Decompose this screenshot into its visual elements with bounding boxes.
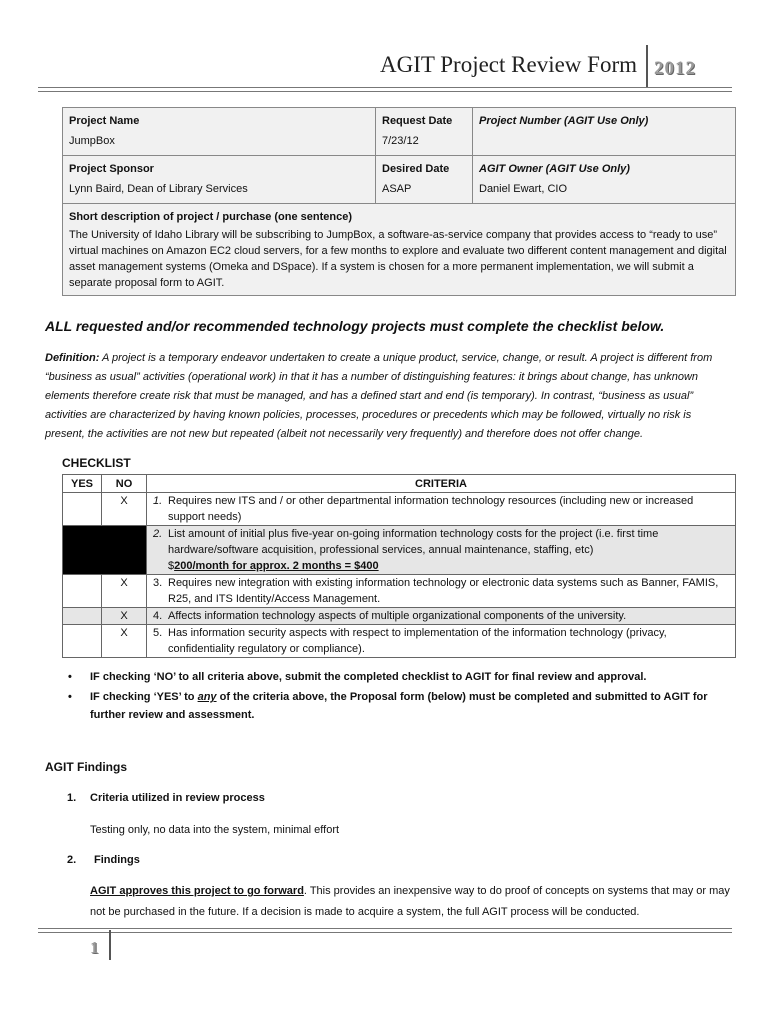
yes-cell[interactable] <box>63 575 102 608</box>
table-row <box>63 526 736 575</box>
project-name-label: Project Name <box>69 115 140 127</box>
form-year: 2012 <box>654 58 696 79</box>
short-description-cell <box>63 204 736 296</box>
project-number-label: Project Number (AGIT Use Only) <box>479 115 649 127</box>
item-1-number: 1. <box>67 792 77 804</box>
criteria-number: 2. <box>153 528 163 540</box>
desired-date-value: ASAP <box>382 183 412 195</box>
table-row <box>63 575 736 608</box>
criteria-cell <box>147 493 736 526</box>
desired-date-cell <box>376 156 473 204</box>
sponsor-label: Project Sponsor <box>69 163 154 175</box>
criteria-number: 3. <box>153 577 163 589</box>
header-rule <box>38 87 732 92</box>
instruction-no: IF checking ‘NO’ to all criteria above, submit the completed checklist to AGIT for final review and approval. <box>90 671 647 683</box>
table-row <box>63 608 736 625</box>
instruction-yes-post: of the criteria above, the Proposal form (below) must be completed and submitted to AGIT for further review and assessment. <box>90 691 708 721</box>
findings-title: AGIT Findings <box>45 760 127 774</box>
checklist-table <box>62 474 736 658</box>
owner-label: AGIT Owner (AGIT Use Only) <box>479 163 630 175</box>
yes-cell[interactable] <box>63 625 102 658</box>
owner-cell <box>473 156 736 204</box>
instruction-yes-any: any <box>197 691 217 703</box>
short-description-text: The University of Idaho Library will be subscribing to JumpBox, a software-as-service company that provides access to “ready to use” virtual machines on Amazon EC2 cloud servers, for a few months to explore and evaluate two different content management and digital asset management systems (Omeka and DSpace). If a system is chosen for a more permanent implementation, we will submit a separate proposal form to AGIT. <box>69 229 727 289</box>
yes-cell[interactable] <box>63 608 102 625</box>
owner-value: Daniel Ewart, CIO <box>479 183 568 195</box>
blacked-out-cell <box>63 526 147 575</box>
no-cell[interactable]: X <box>102 493 147 526</box>
desired-date-label: Desired Date <box>382 163 450 175</box>
item-2-text <box>90 881 730 923</box>
item-2-label: Findings <box>94 854 140 866</box>
list-item <box>60 688 710 724</box>
definition-label: Definition: <box>45 352 100 364</box>
bullet-icon: • <box>68 691 72 703</box>
criteria-header: CRITERIA <box>147 475 736 493</box>
criteria-number: 1. <box>153 495 163 507</box>
criteria-text: Affects information technology aspects of multiple organizational components of the university. <box>168 610 627 622</box>
project-number-cell <box>473 108 736 156</box>
item-2-number: 2. <box>67 854 77 866</box>
definition-text: A project is a temporary endeavor undertaken to create a unique product, service, change, or result. A project is different from “business as usual” activities (operational work) in that it has a number of distinguishing features: it brings about change, has unknown elements therefore create risk that must be managed, and has a defined start and end (is temporary). In contrast, “business as usual” activities are characterized by having known policies, processes, procedures or precedents which may be followed, virtually no risk is present, the activities are not new but repeated (albeit not necessarily very frequently) and therefore does not offer change. <box>45 352 713 440</box>
requirement-statement: ALL requested and/or recommended technology projects must complete the checklist below. <box>45 318 665 334</box>
table-row <box>63 625 736 658</box>
header-divider <box>646 45 648 87</box>
yes-cell[interactable] <box>63 493 102 526</box>
approval-statement: AGIT approves this project to go forward <box>90 885 304 897</box>
short-description-label: Short description of project / purchase (one sentence) <box>69 211 352 223</box>
criteria-text: Requires new ITS and / or other departmental information technology resources (including new or increased support needs) <box>168 495 694 523</box>
definition-paragraph <box>45 349 730 444</box>
sponsor-cell <box>63 156 376 204</box>
table-row <box>63 493 736 526</box>
bullet-icon: • <box>68 671 72 683</box>
checklist-title: CHECKLIST <box>62 456 131 470</box>
criteria-text: Requires new integration with existing information technology or electronic data systems such as Banner, FAMIS, R25, and ITS Identity/Access Management. <box>168 577 719 605</box>
request-date-label: Request Date <box>382 115 453 127</box>
project-name-value: JumpBox <box>69 135 115 147</box>
item-1-label: Criteria utilized in review process <box>90 792 265 804</box>
no-header: NO <box>102 475 147 493</box>
page-number: 1 <box>90 938 99 957</box>
cost-prefix: $ <box>168 560 175 572</box>
findings-detail: . This provides an inexpensive way to do proof of concepts on systems that may or may not be purchased in the future. If a decision is made to acquire a system, the full AGIT process will be conducted. <box>90 885 730 918</box>
yes-header: YES <box>63 475 102 493</box>
request-date-value: 7/23/12 <box>382 135 419 147</box>
criteria-cell <box>147 608 736 625</box>
item-1-text: Testing only, no data into the system, minimal effort <box>90 824 340 836</box>
list-item <box>60 668 710 686</box>
project-name-cell <box>63 108 376 156</box>
sponsor-value: Lynn Baird, Dean of Library Services <box>69 183 248 195</box>
instruction-list <box>60 668 710 726</box>
form-title: AGIT Project Review Form <box>380 52 638 77</box>
project-info-table <box>62 107 736 296</box>
criteria-cell <box>147 526 736 575</box>
no-cell[interactable]: X <box>102 625 147 658</box>
cost-line <box>153 558 735 574</box>
criteria-number: 4. <box>153 610 163 622</box>
criteria-text: List amount of initial plus five-year on-going information technology costs for the project (i.e. first time hardware/software acquisition, professional services, annual maintenance, staffing, etc) <box>168 528 659 556</box>
criteria-cell <box>147 625 736 658</box>
criteria-text: Has information security aspects with respect to implementation of the information technology (privacy, confidentiality regulatory or compliance). <box>168 627 667 655</box>
request-date-cell <box>376 108 473 156</box>
criteria-number: 5. <box>153 627 163 639</box>
footer-rule <box>38 928 732 933</box>
no-cell[interactable]: X <box>102 608 147 625</box>
footer-divider <box>109 930 111 960</box>
cost-value: 200/month for approx. 2 months = $400 <box>174 560 379 572</box>
no-cell[interactable]: X <box>102 575 147 608</box>
criteria-cell <box>147 575 736 608</box>
instruction-yes-pre: IF checking ‘YES’ to <box>90 691 198 703</box>
